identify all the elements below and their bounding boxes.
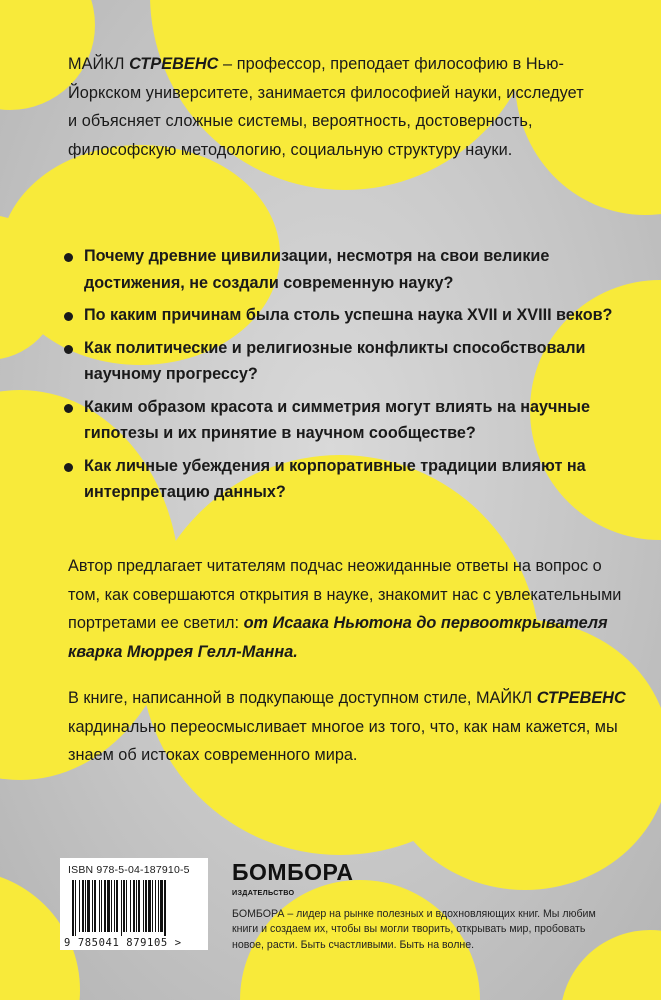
barcode-bar xyxy=(87,880,90,932)
bullet-icon xyxy=(64,404,73,413)
barcode-bar xyxy=(107,880,110,932)
author-bio-text: – профессор, преподает философию в Нью-Йоркском университете, занимается философией науки, исследует и объясняет сложные системы, вероятность, достоверность, философскую методологию, социальную структуру науки. xyxy=(68,55,584,159)
question-text: Как политические и религиозные конфликты способствовали научному прогрессу? xyxy=(84,338,586,383)
bullet-icon xyxy=(64,312,73,321)
question-text: Каким образом красота и симметрия могут влиять на научные гипотезы и их принятие в научном сообществе? xyxy=(84,397,591,442)
barcode-bar xyxy=(114,880,115,932)
barcode-bar xyxy=(164,880,166,936)
barcode-bar xyxy=(79,880,80,932)
barcode-bar xyxy=(72,880,74,936)
author-name-prefix: МАЙКЛ xyxy=(68,55,130,73)
ean-digits: 9 785041 879105 > xyxy=(64,937,182,949)
barcode-icon xyxy=(70,880,198,936)
barcode-bar xyxy=(85,880,86,932)
barcode-panel xyxy=(60,858,208,950)
barcode-bar xyxy=(130,880,131,932)
question-list xyxy=(62,243,632,512)
question-text: Как личные убеждения и корпоративные традиции влияют на интерпретацию данных? xyxy=(84,456,586,501)
description-emphasis: от Исаака Ньютона до первооткрывателя кварка Мюррея Гелл-Манна. xyxy=(68,614,608,661)
summary-author-prefix: МАЙКЛ xyxy=(475,689,537,707)
bullet-icon xyxy=(64,253,73,262)
barcode-bar xyxy=(152,880,153,932)
barcode-bar xyxy=(160,880,163,932)
barcode-bar xyxy=(94,880,96,932)
barcode-bar xyxy=(75,880,76,936)
barcode-bar xyxy=(138,880,140,932)
author-surname: СТРЕВЕНС xyxy=(129,55,219,73)
barcode-bar xyxy=(99,880,100,932)
barcode-bar xyxy=(148,880,151,932)
author-bio xyxy=(68,50,588,164)
bullet-icon xyxy=(64,463,73,472)
barcode-bar xyxy=(101,880,102,932)
barcode-bar xyxy=(136,880,137,932)
book-description xyxy=(68,552,628,666)
question-item xyxy=(62,394,632,447)
description-text: Автор предлагает читателям подчас неожиданные ответы на вопрос о том, как совершаются открытия в науке, знакомит нас с увлекательными портретами ее светил: xyxy=(68,557,622,632)
barcode-bar xyxy=(133,880,135,932)
barcode-bar xyxy=(143,880,144,932)
barcode-bar xyxy=(92,880,93,932)
publisher-subtitle: ИЗДАТЕЛЬСТВО xyxy=(232,888,295,897)
question-item xyxy=(62,453,632,506)
question-item xyxy=(62,243,632,296)
summary-author-surname: СТРЕВЕНС xyxy=(536,689,626,707)
publisher-tagline: БОМБОРА – лидер на рынке полезных и вдохновляющих книг. Мы любим книги и создаем их, чтобы вы могли творить, открывать мир, пробовать новое, расти. Быть счастливыми. Быть на волне. xyxy=(232,908,596,951)
question-item xyxy=(62,335,632,388)
barcode-bar xyxy=(111,880,112,932)
barcode-bar xyxy=(155,880,156,932)
question-item xyxy=(62,302,632,329)
question-text: Почему древние цивилизации, несмотря на свои великие достижения, не создали современную науку? xyxy=(84,247,550,292)
barcode-bar xyxy=(121,880,122,936)
barcode-bar xyxy=(116,880,118,932)
barcode-bar xyxy=(145,880,147,932)
summary-intro: В книге, написанной в подкупающе доступном стиле, xyxy=(68,689,476,707)
question-text: По каким причинам была столь успешна наука XVII и XVIII веков? xyxy=(84,306,613,324)
barcode-bar xyxy=(104,880,106,932)
summary-text: кардинально переосмысливает многое из того, что, как нам кажется, мы знаем об истоках современного мира. xyxy=(68,717,618,764)
book-summary xyxy=(68,684,628,770)
barcode-bar xyxy=(158,880,159,932)
barcode-bar xyxy=(82,880,84,932)
barcode-bar xyxy=(123,880,125,932)
bullet-icon xyxy=(64,345,73,354)
publisher-logo: БОМБОРА xyxy=(232,859,354,885)
isbn-number: ISBN 978-5-04-187910-5 xyxy=(68,864,190,876)
barcode-bar xyxy=(126,880,127,932)
